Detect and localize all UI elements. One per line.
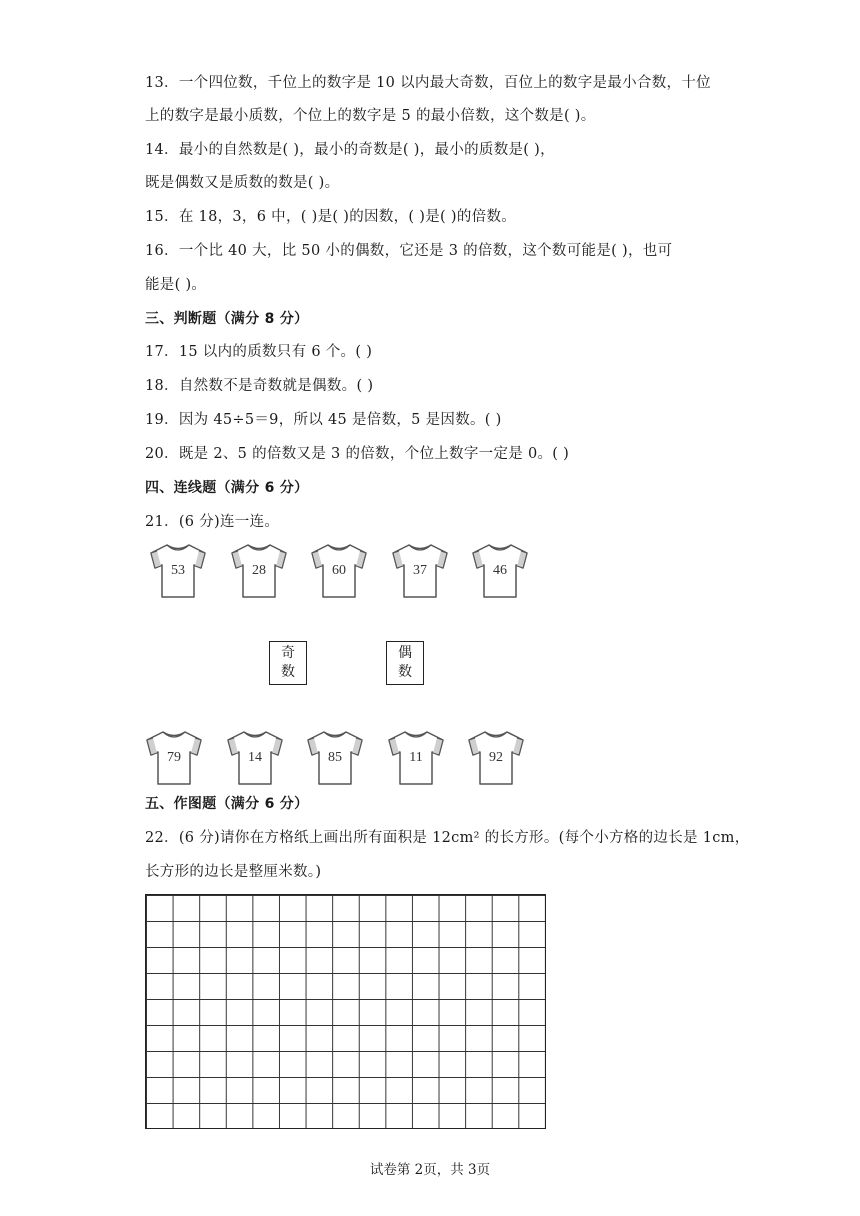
- shirt-number: 46: [493, 563, 507, 578]
- q19: 19．因为 45÷5＝9，所以 45 是倍数，5 是因数。( ): [145, 412, 502, 428]
- odd-box-char-1: 奇: [281, 645, 295, 661]
- q16-line1: 16．一个比 40 大，比 50 小的偶数，它还是 3 的倍数，这个数可能是( )，也可: [145, 243, 673, 259]
- bottom-shirt-11[interactable]: [385, 728, 447, 788]
- top-shirt-53[interactable]: [147, 541, 209, 601]
- top-shirt-37[interactable]: [389, 541, 451, 601]
- q22-line1: 22．(6 分)请你在方格纸上画出所有面积是 12cm² 的长方形。(每个小方格的边长是 1cm，: [145, 830, 750, 846]
- q20: 20．既是 2、5 的倍数又是 3 的倍数，个位上数字一定是 0。( ): [145, 446, 570, 462]
- top-shirt-60[interactable]: [308, 541, 370, 601]
- graph-paper-grid[interactable]: [145, 894, 546, 1129]
- shirt-number: 28: [252, 563, 266, 578]
- shirt-number: 53: [171, 563, 185, 578]
- section4-heading: 四、连线题（满分 6 分）: [145, 480, 309, 496]
- q16-line2: 能是( )。: [145, 277, 207, 293]
- q22-line2: 长方形的边长是整厘米数。): [145, 864, 322, 880]
- odd-number-box[interactable]: [269, 641, 307, 685]
- bottom-shirt-92[interactable]: [465, 728, 527, 788]
- shirt-number: 60: [332, 563, 346, 578]
- bottom-shirt-85[interactable]: [304, 728, 366, 788]
- page-footer: 试卷第 2页，共 3页: [369, 1162, 491, 1178]
- bottom-shirt-14[interactable]: [224, 728, 286, 788]
- shirt-number: 85: [328, 750, 342, 765]
- q15: 15．在 18，3，6 中，( )是( )的因数，( )是( )的倍数。: [145, 209, 517, 225]
- top-shirt-46[interactable]: [469, 541, 531, 601]
- section3-heading: 三、判断题（满分 8 分）: [145, 311, 309, 327]
- q13-line1: 13．一个四位数，千位上的数字是 10 以内最大奇数，百位上的数字是最小合数，十位: [145, 75, 711, 91]
- bottom-shirt-79[interactable]: [143, 728, 205, 788]
- even-box-char-1: 偶: [398, 645, 412, 661]
- q21: 21．(6 分)连一连。: [145, 514, 280, 530]
- top-shirt-28[interactable]: [228, 541, 290, 601]
- odd-box-char-2: 数: [281, 664, 295, 680]
- shirt-number: 92: [489, 750, 503, 765]
- even-box-char-2: 数: [398, 664, 412, 680]
- q17: 17．15 以内的质数只有 6 个。( ): [145, 344, 373, 360]
- shirt-number: 37: [413, 563, 427, 578]
- section5-heading: 五、作图题（满分 6 分）: [145, 796, 309, 812]
- shirt-number: 11: [409, 750, 423, 765]
- q18: 18．自然数不是奇数就是偶数。( ): [145, 378, 374, 394]
- q14-line2: 既是偶数又是质数的数是( )。: [145, 175, 340, 191]
- q14-line1: 14．最小的自然数是( )，最小的奇数是( )，最小的质数是( )，: [145, 142, 555, 158]
- shirt-number: 14: [248, 750, 262, 765]
- even-number-box[interactable]: [386, 641, 424, 685]
- shirt-number: 79: [167, 750, 181, 765]
- q13-line2: 上的数字是最小质数，个位上的数字是 5 的最小倍数，这个数是( )。: [145, 108, 596, 124]
